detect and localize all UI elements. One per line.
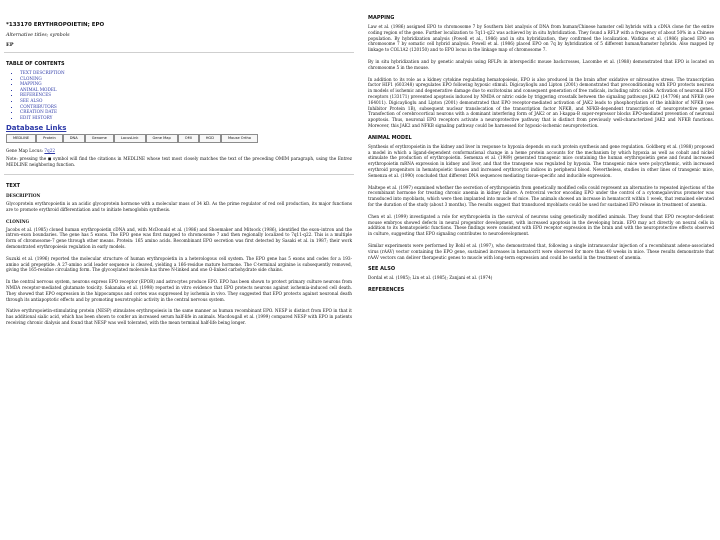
right-page xyxy=(366,9,716,531)
database-links-title[interactable]: Database Links xyxy=(6,124,67,133)
toc-list xyxy=(20,70,354,120)
gene-map-prefix: Gene Map Locus: xyxy=(6,148,45,154)
see-also-heading: SEE ALSO xyxy=(368,266,396,273)
references-heading: REFERENCES xyxy=(368,287,405,294)
toc-item-animal-model[interactable]: ▪ ANIMAL MODEL xyxy=(20,87,354,93)
toc-item-cloning[interactable]: ▪ CLONING xyxy=(20,76,354,82)
page-title: *133170 ERYTHROPOIETIN; EPO xyxy=(6,22,105,28)
cloning-heading: CLONING xyxy=(6,218,30,224)
db-button-hgd[interactable]: HGD xyxy=(199,134,221,143)
description-paragraph: Glycoprotein erythropoietin is an acidic glycoprotein hormone with a molecular mass of 34 kD. As the prime regulator of red cell production, its major functions are to promote erythroid differentiation and to initiate hemoglobin synthesis. xyxy=(6,200,352,212)
cloning-paragraph: Suzuki et al. (1996) reported the molecular structure of human erythropoietin in a heterologous cell system. The EPO gene has 5 exons and codes for a 193-amino acid prepeptide. A 27-amino acid leader sequence is cleaved, yielding a 166-residue mature hormone. The C-terminal arginine is subsequently removed, giving the 165-residue circulating form. The glycosylated molecule has three N-linked and one O-linked carbohydrate side chains. xyxy=(6,255,352,273)
divider xyxy=(4,52,354,53)
db-button-mouse-ortho[interactable]: Mouse Ortho xyxy=(221,134,258,143)
database-links-row xyxy=(6,134,354,143)
gene-map-locus xyxy=(6,148,354,153)
db-button-protein[interactable]: Protein xyxy=(36,134,63,143)
alt-symbol: EP xyxy=(6,42,14,48)
animal-model-paragraph: Synthesis of erythropoietin in the kidney and liver in response to hypoxia depends on such protein synthesis and gene regulation. Goldberg et al. (1988) proposed a model in which a ligand-dependent conformational change in a heme protein accounts for the mechanism by which hypoxia as well as cobalt and nickel stimulate the production of erythropoietin. Semenza et al. (1989) generated transgenic mice containing the human erythropoietin gene and found increased erythropoietin mRNA expression in kidney and liver, and that the transgene was regulated by hypoxia. The transgenic mice were polycythemic, with increased erythroid progenitors in hematopoietic tissues and increased erythrocytic indices in peripheral blood. Nevertheless, studies in other lines of transgenic mice, Semenza et al. (1990) concluded that different DNA sequences mediating tissue-specific and inducible expression. xyxy=(368,143,714,178)
animal-model-paragraph: Similar experiments were performed by Bohl et al. (1997), who demonstrated that, following a single intramuscular injection of a recombinant adeno-associated virus (rAAV) vector containing the EPO gene, sustained increases in hematocrit were observed for more than 40 weeks in mice. These results demonstrate that rAAV vectors can deliver therapeutic genes to muscle with long-term expression and could be useful in the treatment of anemia. xyxy=(368,242,714,260)
db-button-gene-map[interactable]: Gene Map xyxy=(146,134,178,143)
mapping-paragraph: By in situ hybridization and by genetic analysis using RFLPs in interspecific mouse backcrosses, Lacombe et al. (1988) demonstrated that EPO is located on chromosome 5 in the mouse. xyxy=(368,58,714,70)
left-page xyxy=(4,9,354,531)
db-button-omi[interactable]: OMI xyxy=(178,134,199,143)
divider xyxy=(4,174,354,175)
toc-item-references[interactable]: ▪ REFERENCES xyxy=(20,92,354,98)
toc-item-mapping[interactable]: ▪ MAPPING xyxy=(20,81,354,87)
db-button-medline[interactable]: MEDLINE xyxy=(6,134,36,143)
animal-model-heading: ANIMAL MODEL xyxy=(368,134,412,141)
mapping-paragraph: Law et al. (1986) assigned EPO to chromosome 7 by Southern blot analysis of DNA from human/Chinese hamster cell hybrids with a cDNA clone for the entire coding region of the gene. Further localization to 7q11-q22 was achieved by in situ hybridization. They found a RFLP with a frequency of about 50% in a Chinese population. By hybridization analysis (Powell et al., 1986) and in situ hybridization, they confirmed the localization. Watkins et al. (1986) placed EPO on chromosome 7 by somatic cell hybrid analysis. Powell et al. (1986) placed EPO on 7q by hybridization of 5 different human/hamster hybrids. Also mapped by linkage to COL1A2 (120150) and to EPO locus in the linkage map of chromosome 7. xyxy=(368,24,714,53)
toc-item-text[interactable]: ▪ TEXT DESCRIPTION xyxy=(20,70,354,76)
mapping-heading: MAPPING xyxy=(368,15,395,21)
db-button-locuslink[interactable]: LocusLink xyxy=(114,134,146,143)
toc-item-creation-date[interactable]: ▪ CREATION DATE xyxy=(20,109,354,115)
db-button-genome[interactable]: Genome xyxy=(85,134,114,143)
text-heading: TEXT xyxy=(6,182,21,189)
gene-map-link[interactable]: 7q22 xyxy=(44,148,56,154)
cloning-paragraph: In the central nervous system, neurons express EPO receptor (EPOR) and astrocytes produce EPO. EPO has been shown to protect primary culture neurons from NMDA receptor-mediated glutamate toxicity. Sakanaka et al. (1998) reported in vitro evidence that EPO protects neurons against ischemia-induced cell death. They showed that EPO expression in the hippocampus and cortex was suppressed by ischemia in vivo. They suggested that EPO protects against neuronal death through its antiapoptotic effects and by promoting neurotrophic activity in the central nervous system. xyxy=(6,279,352,302)
db-button-dna[interactable]: DNA xyxy=(63,134,85,143)
mapping-paragraph: In addition to its role as a kidney cytokine regulating hematopoiesis, EPO is also produced in the brain after oxidative or nitrosative stress. The transcription factor HIF1 (603348) upregulates EPO following hypoxic stimuli. Digicaylioglu and Lipton (2001) demonstrated that preconditioning with EPO protects neurons in models of ischemic and degenerative damage due to excitotoxins and consequent generation of free radicals, including nitric oxide. Activation of neuronal EPO receptors (133171) prevented apoptosis induced by NMDA or nitric oxide by triggering crosstalk between the signaling pathways JAK2 (147796) and NFKB (see 164011). Digicaylioglu and Lipton (2001) demonstrated that EPO receptor-mediated activation of JAK2 leads to phosphorylation of the inhibitor of NFKB (see Inhibitor Protein 1B), subsequent nuclear translocation of the transcription factor NFKB, and NFKB-dependent transcription of neuroprotective genes. Transfection of cerebrocortical neurons with a dominant interfering form of JAK2 or an I-kappa-B super-repressor blocks EPO-mediated prevention of neuronal apoptosis. Thus, neuronal EPO receptors activate a neuroprotective pathway that is distinct from previously well-characterized JAK2 and NFKB functions. Moreover, this JAK2 and NFKB signaling pathway could be harnessed for hypoxic-ischemic neuroprotection. xyxy=(368,76,714,128)
description-heading: DESCRIPTION xyxy=(6,192,41,198)
cloning-paragraph: Native erythropoietin-stimulating protein (NESP) stimulates erythropoiesis in the same manner as human recombinant EPO. NESP is distinct from EPO in that it has additional sialic acid, which has been shown to confer an increased serum half-life in animals. Macdougall et al. (1999) compared NESP with EPO in patients receiving chronic dialysis and found that NESP was well tolerated, with the mean terminal half-life being longer. xyxy=(6,308,352,325)
toc-heading: TABLE OF CONTENTS xyxy=(6,61,65,67)
toc-item-contributors[interactable]: ▪ CONTRIBUTORS xyxy=(20,104,354,110)
toc-item-edit-history[interactable]: ▪ EDIT HISTORY xyxy=(20,115,354,121)
animal-model-paragraph: Chen et al. (1999) investigated a role for erythropoietin in the survival of neurons using genetically modified animals. They found that EPO receptor-deficient mouse embryos showed defects in neural progenitor development, with increased apoptosis in the developing brain. EPO may act directly on neural cells in addition to its hematopoietic functions. These findings were consistent with EPO receptor expression in the brain and with the neuroprotective effects observed in culture, suggesting that EPO signaling contributes to neurodevelopment. xyxy=(368,213,714,237)
toc-item-see-also[interactable]: ▪ SEE ALSO xyxy=(20,98,354,104)
cloning-paragraph: Jacobs et al. (1985) cloned human erythropoietin cDNA and, with McDonald et al. (1986) and Shoemaker and Mitsock (1986), identified the exon–intron and the intron–exon boundaries. The gene has 5 exons. The EPO gene was first mapped to chromosome 7 and then regionally localized to 7q11-q22. This is a multiple form of chromosome-7 gene through other means. Protein: 165 amino acids. Recombinant EPO secretion was first detected by Sasaki et al. in 1987; their work demonstrated erythropoiesis regulation in early models. xyxy=(6,226,352,249)
alt-titles-heading: Alternative titles; symbols xyxy=(6,33,70,38)
neighbor-note: Note: pressing the ◼ symbol will find the citations in MEDLINE whose text most closely matches the text of the preceding OMIM paragraph, using the Entrez MEDLINE neighboring function. xyxy=(6,156,352,168)
see-also-links[interactable]: Dordal et al. (1985); Lin et al. (1985); Zanjani et al. (1974) xyxy=(368,275,493,281)
animal-model-paragraph: Maltepe et al. (1997) examined whether the secretion of erythropoietin from genetically modified cells could represent an alternative to repeated injections of the recombinant hormone for treating chronic anemia in kidney failure. A retroviral vector encoding EPO under the control of a cytomegalovirus promoter was transduced into myoblasts, which were then implanted into muscle of mice. The animals showed an increase in hematocrit within 1 week, that remained elevated for the duration of the study (about 3 months). The results suggest that transduced myoblasts could be used for sustained EPO release in treatment of anemia. xyxy=(368,184,714,207)
